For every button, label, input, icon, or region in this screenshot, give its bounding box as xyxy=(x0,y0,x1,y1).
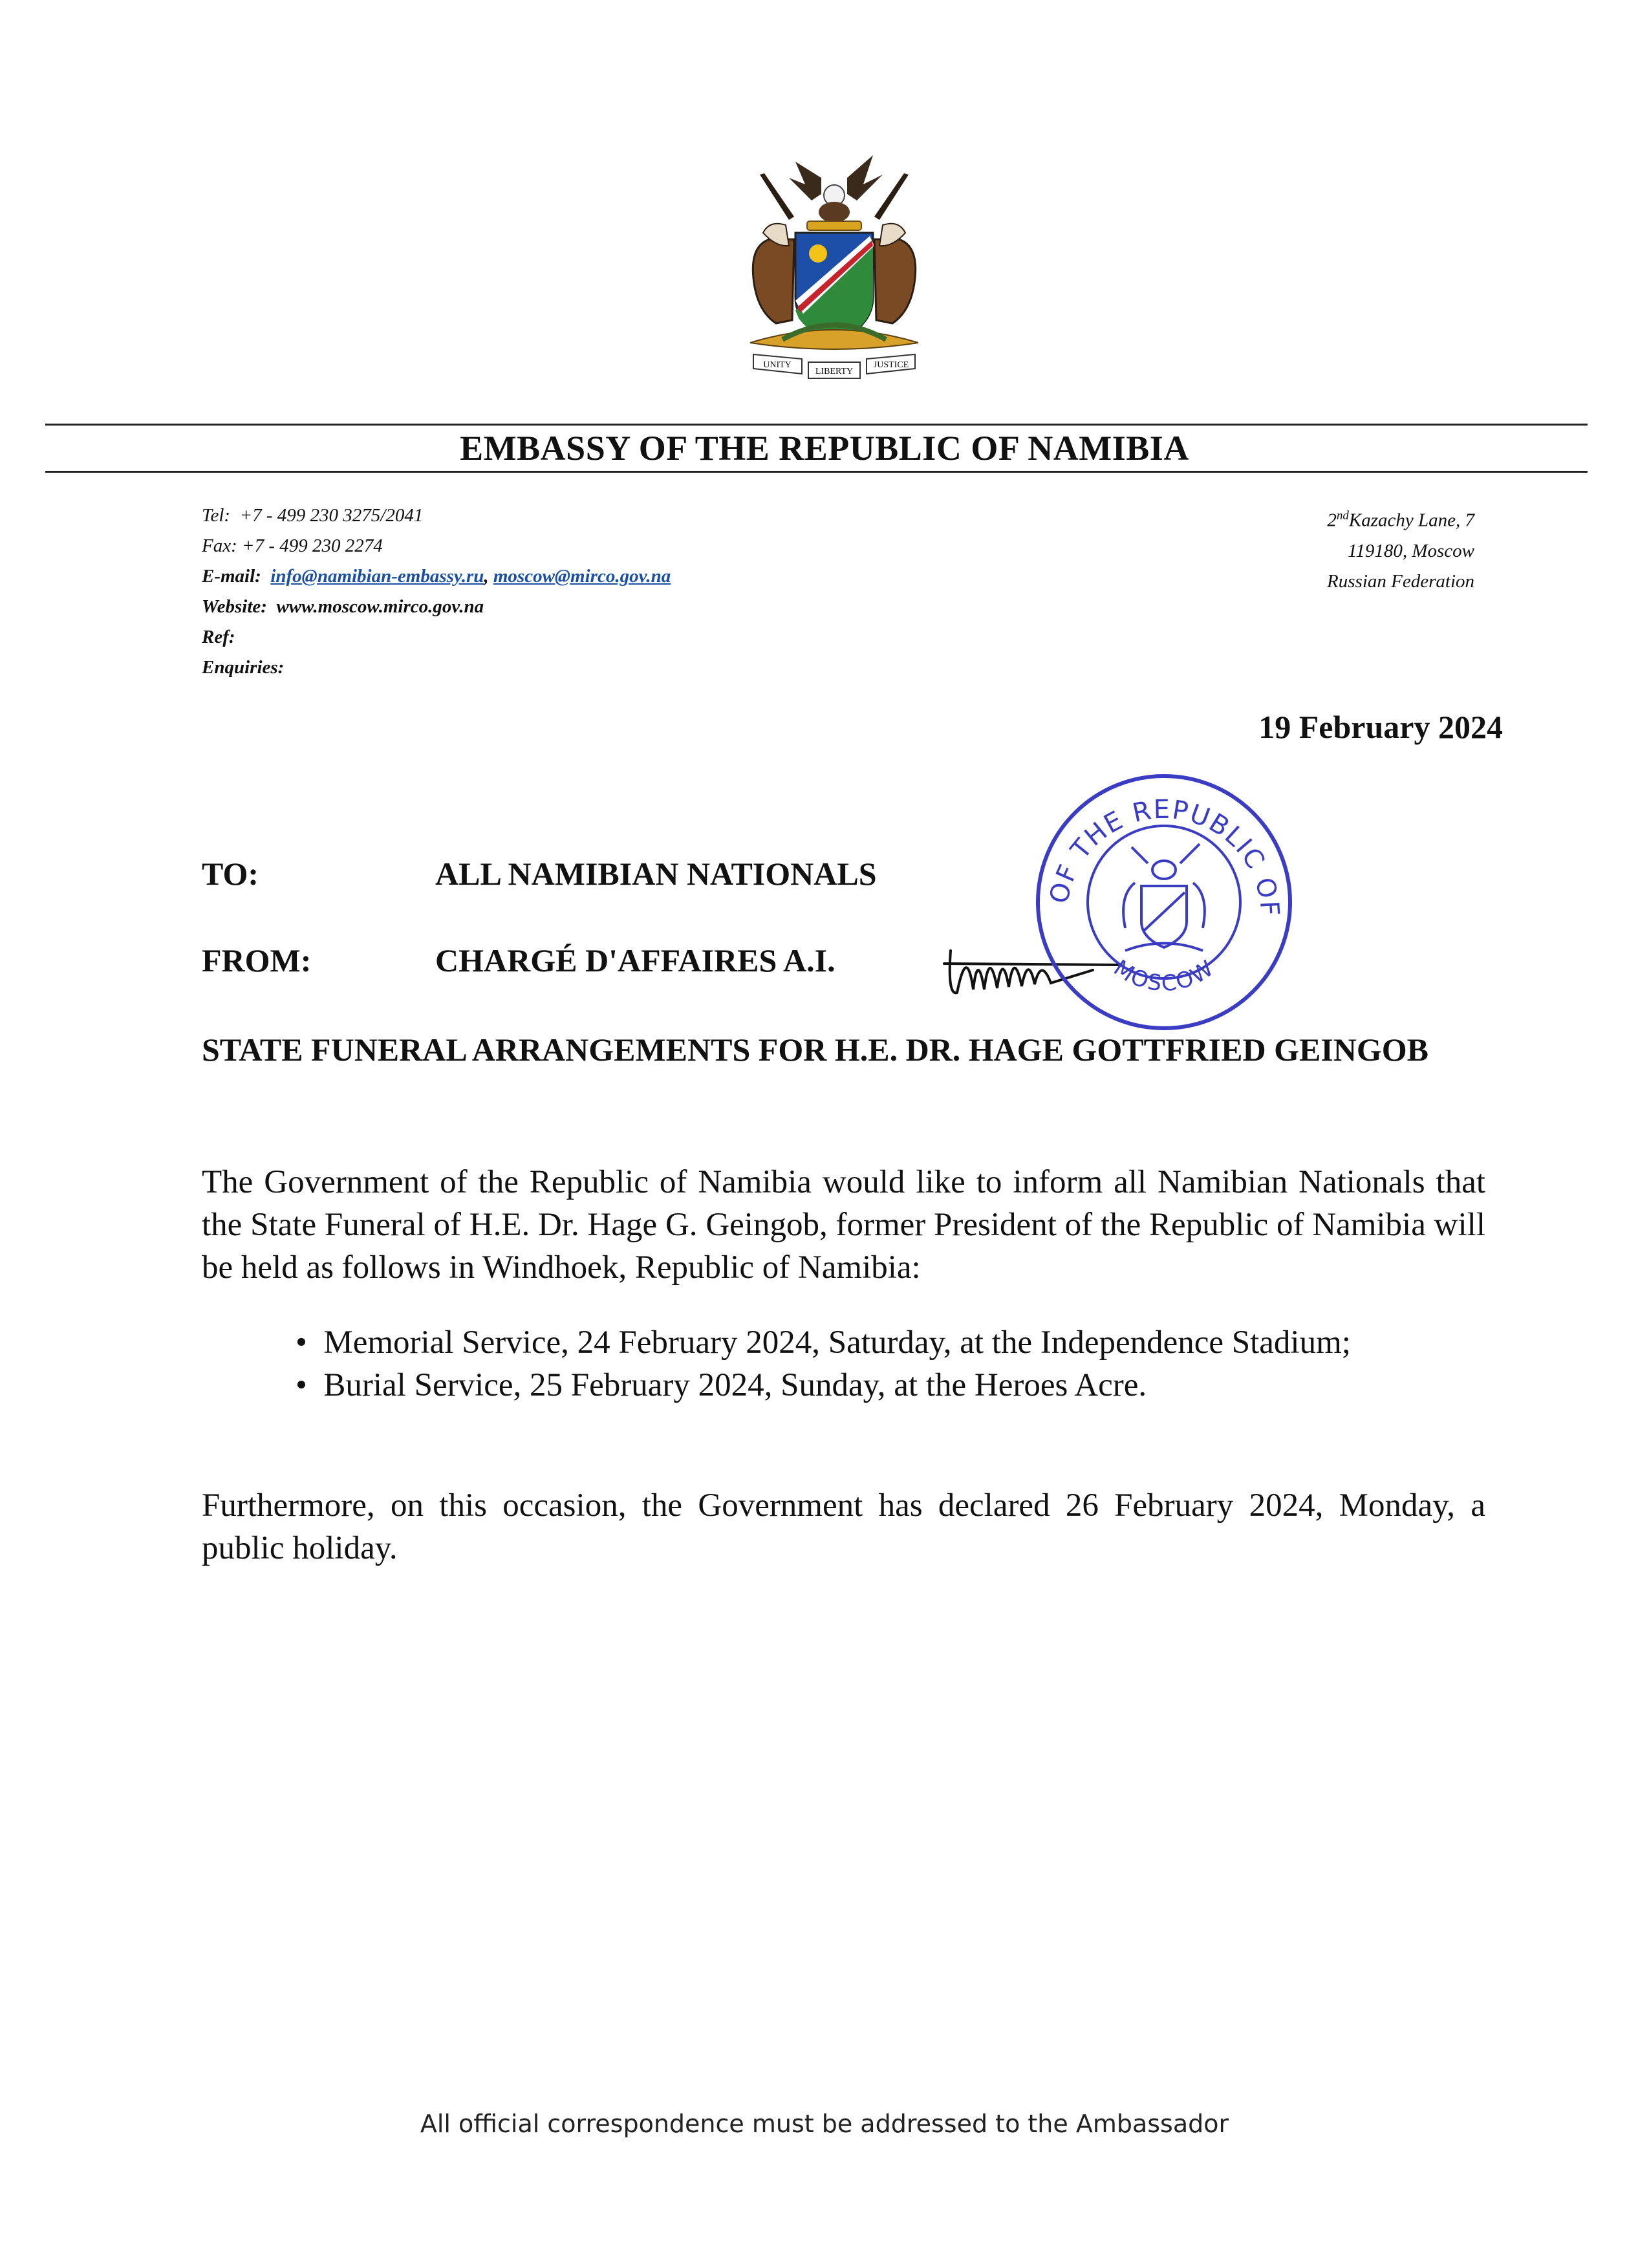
email-link-moscow[interactable]: moscow@mirco.gov.na xyxy=(493,566,671,587)
list-item xyxy=(221,1364,1485,1407)
address-line-3: Russian Federation xyxy=(1327,570,1474,592)
footer-note: All official correspondence must be addressed to the Ambassador xyxy=(420,2110,1229,2138)
enquiries-line xyxy=(202,653,671,683)
header-rule-top xyxy=(45,424,1588,426)
header-rule-bottom xyxy=(45,471,1588,473)
coat-of-arms-graphic xyxy=(724,149,944,394)
body-paragraph-2: Furthermore, on this occasion, the Government has declared 26 February 2024, Monday, a public holiday. xyxy=(202,1487,1485,1566)
address-street: Kazachy Lane, 7 xyxy=(1348,510,1474,531)
address-block xyxy=(1327,501,1474,597)
motto-unity: UNITY xyxy=(763,360,792,370)
subject-heading: STATE FUNERAL ARRANGEMENTS FOR H.E. DR. HAGE GOTTFRIED GEINGOB xyxy=(202,1031,1429,1068)
to-value: ALL NAMIBIAN NATIONALS xyxy=(435,856,877,892)
bullet-icon: • xyxy=(296,1324,324,1361)
motto-justice: JUSTICE xyxy=(873,360,909,370)
coat-of-arms xyxy=(724,149,944,394)
fax-line xyxy=(202,531,671,561)
enquiries-label: Enquiries: xyxy=(202,657,285,678)
body-paragraph-1: The Government of the Republic of Namibia would like to inform all Namibian Nationals that the State Funeral of H.E. Dr. Hage G. Geingob, former President of the Republic of Namibia will be held as follows in Windhoek, Republic of Namibia: xyxy=(202,1164,1485,1286)
website-value: www.moscow.mirco.gov.na xyxy=(276,596,484,617)
bullet-text-2: Burial Service, 25 February 2024, Sunday, at the Heroes Acre. xyxy=(323,1367,1147,1403)
from-label: FROM: xyxy=(202,942,312,978)
address-line-1 xyxy=(1327,501,1474,536)
from-value: CHARGÉ D'AFFAIRES A.I. xyxy=(435,942,835,978)
bullet-list xyxy=(221,1321,1485,1407)
email-line xyxy=(202,561,671,592)
list-item xyxy=(221,1321,1485,1364)
tel-line xyxy=(202,501,671,531)
embassy-title: EMBASSY OF THE REPUBLIC OF NAMIBIA xyxy=(460,429,1189,468)
stamp-graphic xyxy=(1028,766,1300,1038)
website-line xyxy=(202,592,671,622)
letter-date: 19 February 2024 xyxy=(1258,709,1503,745)
tel-label: Tel: xyxy=(202,505,231,526)
contact-block xyxy=(202,501,671,683)
bullet-icon: • xyxy=(296,1367,324,1403)
stamp-ring-text-top: OF THE REPUBLIC OF xyxy=(1044,794,1285,918)
email-link-info[interactable]: info@namibian-embassy.ru xyxy=(270,566,484,587)
website-label: Website: xyxy=(202,596,267,617)
fax-value: +7 - 499 230 2274 xyxy=(242,535,383,556)
ref-line xyxy=(202,622,671,653)
address-suffix: nd xyxy=(1336,509,1349,523)
svg-text:MOSCOW xyxy=(1109,955,1219,997)
to-label: TO: xyxy=(202,856,259,892)
bullet-text-1: Memorial Service, 24 February 2024, Saturday, at the Independence Stadium; xyxy=(323,1324,1351,1361)
svg-text:EMBASSY OF THE REPUBLIC OF NAM xyxy=(1028,766,1284,918)
motto-liberty: LIBERTY xyxy=(815,367,854,376)
address-number: 2 xyxy=(1327,510,1337,531)
address-line-2: 119180, Moscow xyxy=(1347,540,1474,561)
stamp-ring-text-bottom: MOSCOW xyxy=(1108,955,1220,997)
embassy-stamp xyxy=(1028,766,1300,1038)
email-label: E-mail: xyxy=(202,566,261,587)
email-separator: , xyxy=(484,566,489,587)
fax-label: Fax: xyxy=(202,535,237,556)
ref-label: Ref: xyxy=(202,627,235,647)
tel-value: +7 - 499 230 3275/2041 xyxy=(239,505,424,526)
